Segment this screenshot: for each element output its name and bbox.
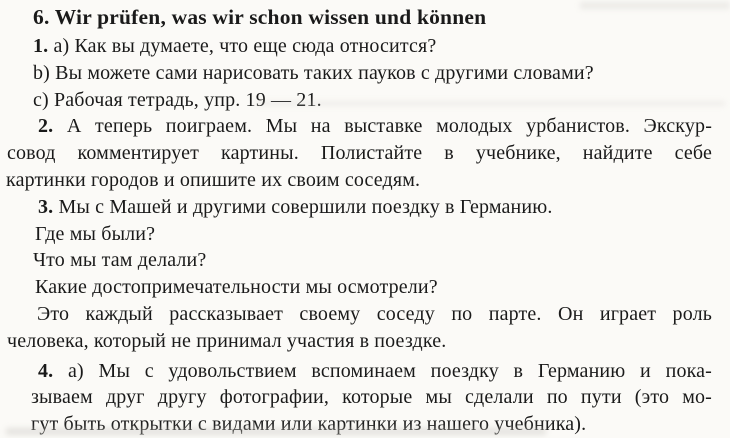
line-exercise-1c xyxy=(33,87,712,114)
line-text: зываем друг другу фотографии, которые мы сделали по пути (это мо- xyxy=(31,386,712,409)
line-text: Какие достопримечательности мы осмотрели? xyxy=(35,276,438,299)
line-text: b) Вы можете сами нарисовать таких пауков с другими словами? xyxy=(33,61,594,84)
exercise-number: 2. xyxy=(38,115,54,138)
line-exercise-3-note xyxy=(37,301,712,328)
exercise-number: 4. xyxy=(38,359,54,382)
line-text: гут быть открытки с видами или картинки из нашего учебника). xyxy=(31,413,587,436)
exercise-number: 3. xyxy=(38,195,54,218)
line-exercise-4a xyxy=(38,358,712,385)
line-text: человека, который не принимал участия в поездке. xyxy=(7,329,447,352)
line-exercise-1b xyxy=(33,60,712,87)
line-question-3 xyxy=(35,274,712,301)
line-exercise-2-cont xyxy=(6,167,712,194)
line-text: А теперь поиграем. Мы на выставке молодых урбанистов. Экскур- xyxy=(66,115,713,138)
line-exercise-3-note-cont xyxy=(7,328,712,355)
line-text: картинки городов и опишите их своим соседям. xyxy=(6,168,421,191)
line-exercise-2 xyxy=(38,113,712,140)
line-exercise-4a-cont xyxy=(31,384,712,411)
line-exercise-2-cont xyxy=(7,140,712,167)
line-text: Где мы были? xyxy=(35,222,156,245)
line-text: Это каждый рассказывает своему соседу по парте. Он играет роль xyxy=(37,302,712,325)
section-heading: 6. Wir prüfen, was wir schon wissen und können xyxy=(33,5,487,29)
line-text: а) Мы с удовольствием вспоминаем поездку в Германию и пока- xyxy=(68,359,712,382)
line-text: Что мы там делали? xyxy=(33,249,207,272)
exercise-number: 1. xyxy=(33,35,49,57)
line-text: Мы с Машей и другими совершили поездку в Германию. xyxy=(58,195,553,218)
line-text: а) Как вы думаете, что еще сюда относится? xyxy=(53,35,437,57)
line-exercise-3 xyxy=(38,194,712,221)
line-question-2 xyxy=(33,247,712,274)
line-text: совод комментирует картины. Полистайте в учебнике, найдите себе xyxy=(7,142,712,165)
line-exercise-1a xyxy=(33,33,712,60)
line-question-1 xyxy=(35,221,712,248)
line-exercise-4a-cont xyxy=(31,411,712,438)
line-text: c) Рабочая тетрадь, упр. 19 — 21. xyxy=(33,88,322,111)
